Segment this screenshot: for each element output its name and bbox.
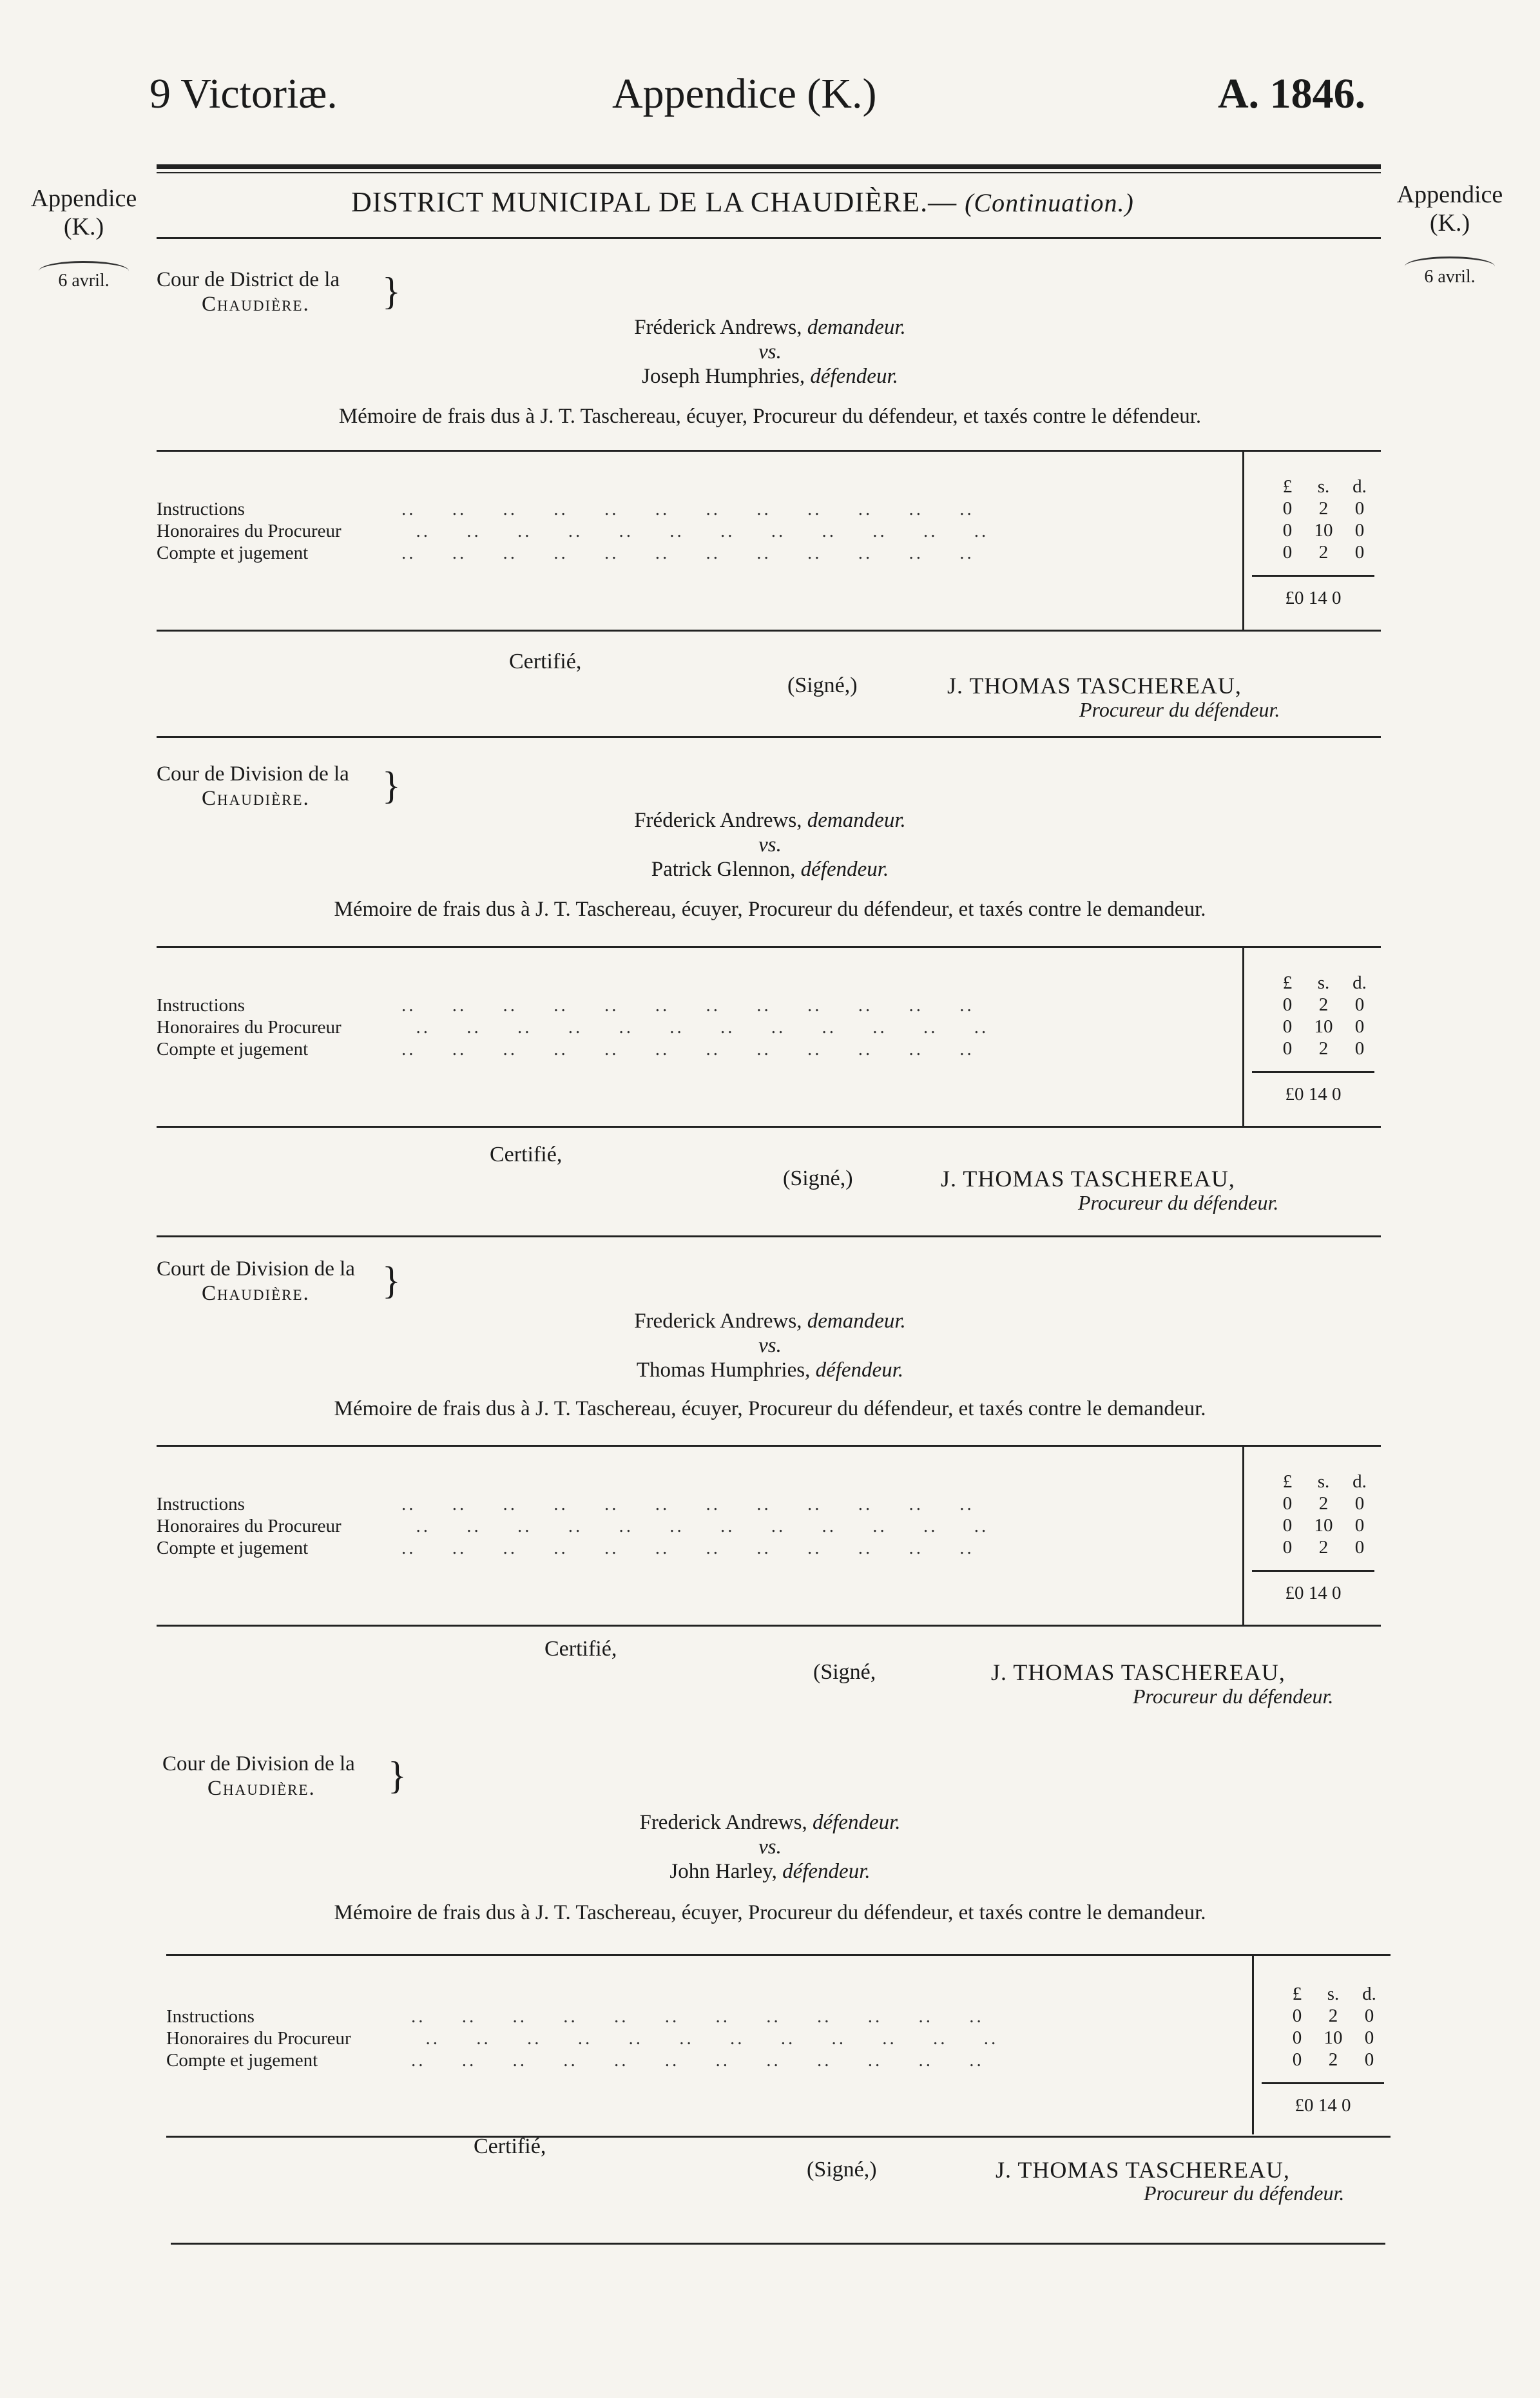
amount-row: 0 2 0 — [1282, 1537, 1365, 1558]
amount-row: 0 2 0 — [1292, 2006, 1374, 2026]
margin-sub: (K.) — [63, 213, 104, 240]
signatory-name: J. THOMAS TASCHEREAU, — [947, 673, 1242, 699]
leader-dots: .. .. .. .. .. .. .. .. .. .. .. .. .. .. .. .. .. .. .. .. .. .. .. .. .. .. .. .. .. .. .. .. .. .. .. .. — [401, 1494, 989, 1558]
cost-item: Honoraires du Procureur — [166, 2028, 351, 2049]
cost-item: Compte et jugement — [157, 1039, 309, 1059]
margin-brace-left — [39, 261, 129, 281]
cost-items — [166, 2006, 351, 2071]
amount-row: 0 10 0 — [1292, 2027, 1374, 2048]
section-separator — [171, 2243, 1385, 2245]
cost-item: Honoraires du Procureur — [157, 521, 342, 541]
cost-table — [157, 946, 1381, 1128]
margin-date: 6 avril. — [58, 271, 110, 291]
party-plaintiff: Fréderick Andrews, demandeur. — [634, 809, 906, 832]
cost-table — [157, 1445, 1381, 1627]
cost-item: Instructions — [157, 499, 245, 519]
total-amount: £0 14 0 — [1262, 2082, 1384, 2116]
court-name: Cour de Division de la Chaudière. } — [162, 1752, 407, 1800]
cost-items — [157, 994, 342, 1060]
margin-sub: (K.) — [1429, 209, 1470, 237]
signatory-name: J. THOMAS TASCHEREAU, — [991, 1659, 1285, 1685]
amount-row: 0 2 0 — [1282, 994, 1365, 1015]
leader-dots: .. .. .. .. .. .. .. .. .. .. .. .. .. .. .. .. .. .. .. .. .. .. .. .. .. .. .. .. .. .. .. .. .. .. .. .. — [411, 2006, 999, 2071]
title-rule — [157, 237, 1381, 239]
total-amount: £0 14 0 — [1252, 1071, 1374, 1105]
signe-label: (Signé,) — [787, 673, 858, 697]
currency-header: £ s. d. — [1282, 972, 1367, 993]
court-brace: } — [388, 1754, 407, 1797]
court-name: Court de Division de la Chaudière. } — [157, 1257, 401, 1305]
signe-label: (Signé,) — [783, 1166, 853, 1190]
versus: vs. — [758, 1835, 782, 1859]
header-rule-thin — [157, 172, 1381, 173]
signe-label: (Signé, — [813, 1660, 876, 1684]
currency-header: £ s. d. — [1292, 1984, 1376, 2004]
title-continuation: (Continuation.) — [965, 188, 1134, 217]
cost-table — [166, 1954, 1391, 2138]
cost-items — [157, 1493, 342, 1559]
amount-column — [1252, 476, 1381, 608]
signatory-name: J. THOMAS TASCHEREAU, — [996, 2157, 1290, 2183]
margin-label: Appendice — [1396, 181, 1503, 208]
cost-item: Instructions — [157, 1494, 245, 1514]
header-left: 9 Victoriæ. — [149, 70, 338, 117]
title-main: DISTRICT MUNICIPAL DE LA CHAUDIÈRE.— — [351, 186, 958, 218]
versus: vs. — [758, 340, 782, 363]
memo-heading: Mémoire de frais dus à J. T. Taschereau, écuyer, Procureur du défendeur, et taxés contre le demandeur. — [334, 1397, 1206, 1420]
court-brace: } — [382, 1259, 401, 1302]
signatory-name: J. THOMAS TASCHEREAU, — [941, 1166, 1235, 1192]
cost-item: Instructions — [157, 995, 245, 1016]
cost-items — [157, 498, 342, 564]
amount-row: 0 10 0 — [1282, 1515, 1365, 1536]
total-amount: £0 14 0 — [1252, 1570, 1374, 1604]
margin-date: 6 avril. — [1424, 267, 1476, 287]
leader-dots: .. .. .. .. .. .. .. .. .. .. .. .. .. .. .. .. .. .. .. .. .. .. .. .. .. .. .. .. .. .. .. .. .. .. .. .. — [401, 499, 989, 563]
party-defendant: John Harley, défendeur. — [669, 1860, 871, 1883]
page-title — [351, 186, 1134, 218]
memo-heading: Mémoire de frais dus à J. T. Taschereau, écuyer, Procureur du défendeur, et taxés contre le défendeur. — [338, 405, 1202, 428]
party-defendant: Thomas Humphries, défendeur. — [636, 1359, 904, 1382]
certifie-label: Certifié, — [509, 650, 582, 673]
signatory-role: Procureur du défendeur. — [1078, 1191, 1279, 1214]
section-separator — [157, 1235, 1381, 1237]
amount-column — [1252, 1471, 1381, 1603]
party-defendant: Joseph Humphries, défendeur. — [642, 365, 898, 388]
court-name: Cour de Division de la Chaudière. } — [157, 762, 401, 810]
margin-label: Appendice — [30, 185, 137, 212]
memo-heading: Mémoire de frais dus à J. T. Taschereau, écuyer, Procureur du défendeur, et taxés contre le demandeur. — [334, 898, 1206, 921]
amount-row: 0 2 0 — [1282, 542, 1365, 563]
party-plaintiff: Frederick Andrews, demandeur. — [634, 1310, 906, 1333]
party-defendant: Patrick Glennon, défendeur. — [651, 858, 889, 881]
certifie-label: Certifié, — [490, 1143, 563, 1166]
signatory-role: Procureur du défendeur. — [1144, 2181, 1345, 2205]
cost-item: Compte et jugement — [157, 543, 309, 563]
amount-row: 0 2 0 — [1282, 1493, 1365, 1514]
cost-item: Instructions — [166, 2006, 255, 2027]
leader-dots: .. .. .. .. .. .. .. .. .. .. .. .. .. .. .. .. .. .. .. .. .. .. .. .. .. .. .. .. .. .. .. .. .. .. .. .. — [401, 995, 989, 1059]
versus: vs. — [758, 1334, 782, 1357]
amount-column — [1262, 1983, 1391, 2116]
court-brace: } — [382, 764, 401, 807]
court-brace: } — [382, 270, 401, 313]
cost-item: Compte et jugement — [157, 1538, 309, 1558]
currency-header: £ s. d. — [1282, 476, 1367, 497]
memo-heading: Mémoire de frais dus à J. T. Taschereau, écuyer, Procureur du défendeur, et taxés contre le demandeur. — [334, 1901, 1206, 1924]
cost-item: Compte et jugement — [166, 2050, 318, 2071]
total-amount: £0 14 0 — [1252, 575, 1374, 609]
party-plaintiff: Frederick Andrews, défendeur. — [639, 1811, 901, 1834]
versus: vs. — [758, 833, 782, 856]
amount-row: 0 10 0 — [1282, 1016, 1365, 1037]
header-rule-thick — [157, 164, 1381, 169]
amount-row: 0 2 0 — [1282, 498, 1365, 519]
margin-brace-right — [1405, 256, 1495, 276]
certifie-label: Certifié, — [474, 2134, 546, 2158]
amount-column — [1252, 972, 1381, 1105]
signatory-role: Procureur du défendeur. — [1133, 1685, 1334, 1708]
amount-row: 0 2 0 — [1282, 1038, 1365, 1059]
court-name: Cour de District de la Chaudière. } — [157, 268, 401, 316]
cost-item: Honoraires du Procureur — [157, 1017, 342, 1038]
cost-table — [157, 450, 1381, 632]
signatory-role: Procureur du défendeur. — [1079, 698, 1280, 721]
party-plaintiff: Fréderick Andrews, demandeur. — [634, 316, 906, 339]
amount-row: 0 10 0 — [1282, 520, 1365, 541]
currency-header: £ s. d. — [1282, 1471, 1367, 1492]
header-right: A. 1846. — [1218, 70, 1366, 117]
certifie-label: Certifié, — [544, 1637, 617, 1661]
header-center: Appendice (K.) — [612, 70, 877, 117]
section-separator — [157, 736, 1381, 738]
signe-label: (Signé,) — [807, 2158, 877, 2181]
cost-item: Honoraires du Procureur — [157, 1516, 342, 1536]
amount-row: 0 2 0 — [1292, 2049, 1374, 2070]
